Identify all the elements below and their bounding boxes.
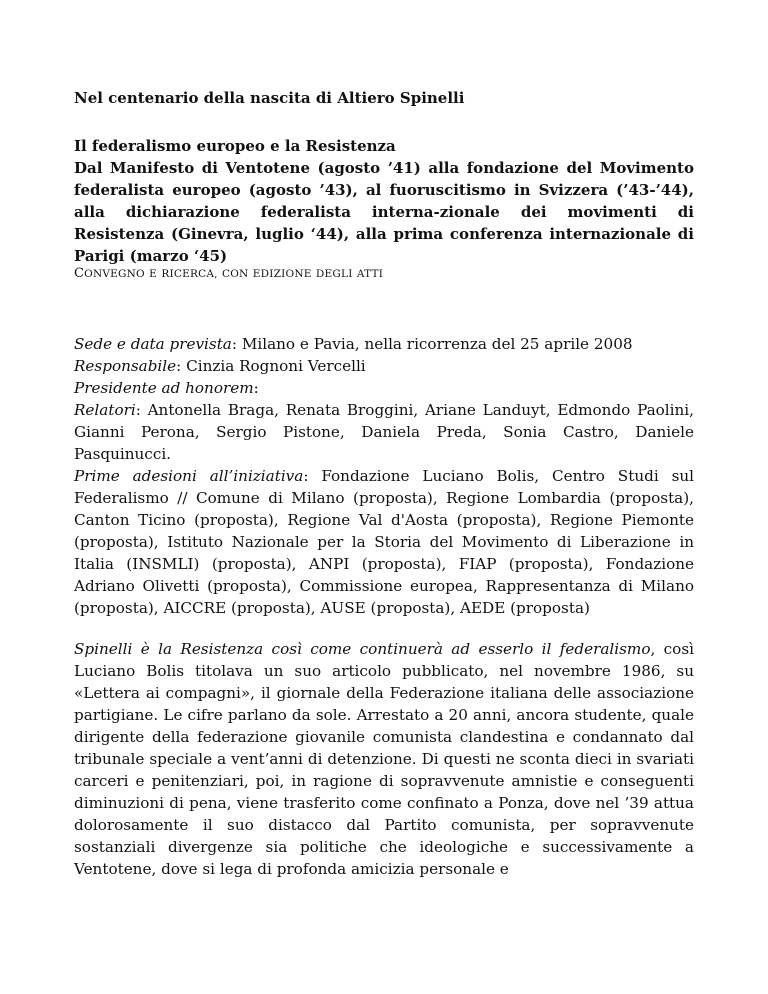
info-rel-value: : Antonella Braga, Renata Broggini, Ariane Landuyt, Edmondo Paolini, Gianni Perona, Sergio Pistone, Daniela Preda, Sonia Castro, Daniele Pasquinucci. [74,401,694,463]
section-subtitle [74,266,694,281]
body-quote: Spinelli è la Resistenza così come continuerà ad esserlo il federalismo [74,640,651,658]
info-sede [74,333,694,355]
info-resp-value: : Cinzia Rognoni Vercelli [176,357,366,375]
info-rel-label: Relatori [74,401,136,419]
info-resp-label: Responsabile [74,357,177,375]
info-ades-label: Prime adesioni all’iniziativa [74,467,304,485]
document-title: Nel centenario della nascita di Altiero Spinelli [74,89,465,107]
info-pres-label: Presidente ad honorem [74,379,254,397]
info-pres-value: : [253,379,259,397]
info-presidente [74,377,694,399]
body-paragraph [74,638,694,880]
info-relatori [74,399,694,465]
section-title-line1: Il federalismo europeo e la Resistenza [74,137,396,155]
info-sede-value: : Milano e Pavia, nella ricorrenza del 25 aprile 2008 [231,335,633,353]
section-title-detail: Dal Manifesto di Ventotene (agosto ’41) alla fondazione del Movimento federalista europeo (agosto ’43), al fuoruscitismo in Svizzera (’43-’44), alla dichiarazione federalista interna-zionale dei movimenti di Resistenza (Ginevra, luglio ‘44), alla prima conferenza internazionale di Parigi (marzo ‘45) [74,159,694,265]
info-ades-value: : Fondazione Luciano Bolis, Centro Studi sul Federalismo // Comune di Milano (proposta), Regione Lombardia (proposta), Canton Ticino (proposta), Regione Val d'Aosta (proposta), Regione Piemonte (proposta), Istituto Nazionale per la Storia del Movimento di Liberazione in Italia (INSMLI) (proposta), ANPI (proposta), FIAP (proposta), Fondazione Adriano Olivetti (proposta), Commissione europea, Rappresentanza di Milano (proposta), AICCRE (proposta), AUSE (proposta), AEDE (proposta) [74,467,694,617]
info-responsabile [74,355,694,377]
body-text: , così Luciano Bolis titolava un suo articolo pubblicato, nel novembre 1986, su «Lettera ai compagni», il giornale della Federazione italiana delle associazione partigiane. Le cifre parlano da sole. Arrestato a 20 anni, ancora studente, quale dirigente della federazione giovanile comunista clandestina e condannato dal tribunale speciale a vent’anni di detenzione. Di questi ne sconta dieci in svariati carceri e penitenziari, poi, in ragione di sopravvenute amnistie e conseguenti diminuzioni di pena, viene trasferito come confinato a Ponza, dove nel ’39 attua dolorosamente il suo distacco dal Partito comunista, per sopravvenute sostanziali divergenze sia politiche che ideologiche e successivamente a Ventotene, dove si lega di profonda amicizia personale e [74,640,694,878]
event-info [74,333,694,619]
info-sede-label: Sede e data prevista [74,335,232,353]
info-adesioni [74,465,694,619]
subtitle-rendered: CONVEGNO E RICERCA, CON EDIZIONE DEGLI ATTI [74,266,384,281]
section-title [74,135,694,267]
